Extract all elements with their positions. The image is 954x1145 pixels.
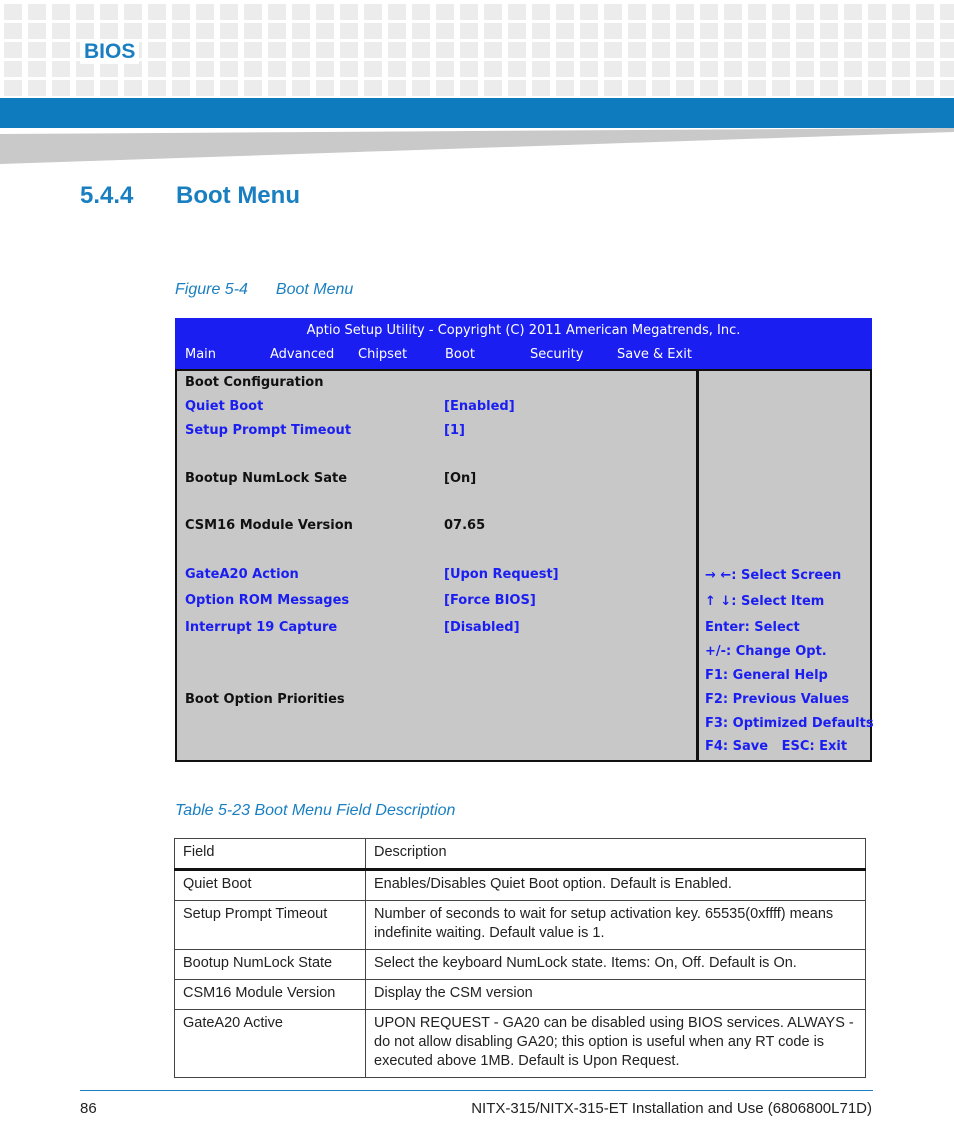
pattern-square [388,80,406,96]
bios-row-label: CSM16 Module Version [185,518,353,533]
pattern-square [916,23,934,39]
pattern-square [172,42,190,58]
pattern-square [676,80,694,96]
pattern-square [868,23,886,39]
pattern-square [196,4,214,20]
pattern-square [412,23,430,39]
bios-header-bar [175,318,872,369]
section-heading [80,182,300,210]
pattern-square [388,23,406,39]
pattern-square [412,80,430,96]
pattern-square [148,80,166,96]
pattern-square [412,42,430,58]
pattern-square [724,80,742,96]
pattern-square [436,42,454,58]
table-cell-field: Quiet Boot [175,870,366,901]
bios-row-value: [Enabled] [444,399,515,414]
pattern-square [220,80,238,96]
pattern-square [796,4,814,20]
pattern-square [748,61,766,77]
table-cell-description: Display the CSM version [366,980,866,1010]
pattern-square [628,61,646,77]
pattern-square [292,80,310,96]
pattern-square [268,42,286,58]
pattern-square [700,42,718,58]
pattern-square [76,23,94,39]
pattern-square [556,23,574,39]
pattern-square [244,80,262,96]
pattern-square [868,4,886,20]
pattern-square [316,61,334,77]
bios-row-value: [Disabled] [444,620,520,635]
pattern-square [4,23,22,39]
table-header-row [175,839,866,870]
pattern-square [412,4,430,20]
pattern-square [652,4,670,20]
pattern-square [844,61,862,77]
pattern-square [580,4,598,20]
pattern-square [100,80,118,96]
pattern-square [52,61,70,77]
pattern-square [796,23,814,39]
pattern-square [532,4,550,20]
pattern-square [364,23,382,39]
pattern-square [796,80,814,96]
bios-row-label: Option ROM Messages [185,593,350,608]
pattern-square [604,23,622,39]
section-title: Boot Menu [176,182,300,209]
pattern-square [508,23,526,39]
pattern-square [220,23,238,39]
pattern-square [484,4,502,20]
pattern-square [220,61,238,77]
figure-label: Figure 5-4 [175,281,248,298]
document-title: NITX-315/NITX-315-ET Installation and Use (6806800L71D) [471,1100,872,1117]
pattern-square [820,42,838,58]
pattern-square [580,23,598,39]
field-description-table [174,838,866,1078]
pattern-square [28,80,46,96]
pattern-square [268,4,286,20]
pattern-square [652,42,670,58]
pattern-square [940,4,954,20]
pattern-square [484,42,502,58]
pattern-square [940,80,954,96]
pattern-square [580,42,598,58]
pattern-square [340,42,358,58]
bios-help-line: F2: Previous Values [705,692,850,707]
bios-tab-save-exit: Save & Exit [617,347,692,362]
bios-row-label: Setup Prompt Timeout [185,423,352,438]
pattern-square [700,80,718,96]
pattern-square [268,80,286,96]
pattern-square [100,23,118,39]
table-caption: Table 5-23 Boot Menu Field Description [175,802,456,819]
table-cell-field: CSM16 Module Version [175,980,366,1010]
bios-screenshot [175,318,872,762]
pattern-square [148,61,166,77]
pattern-square [148,4,166,20]
pattern-square [604,42,622,58]
pattern-square [460,42,478,58]
pattern-square [892,23,910,39]
pattern-square [124,4,142,20]
pattern-square [412,61,430,77]
pattern-square [748,80,766,96]
bios-row-label: GateA20 Action [185,567,299,582]
pattern-square [316,4,334,20]
header-pattern [0,0,954,96]
grey-wedge-shape [0,128,954,164]
pattern-square [436,80,454,96]
pattern-square [460,4,478,20]
pattern-square [436,61,454,77]
bios-tab-advanced: Advanced [270,347,335,362]
pattern-square [652,23,670,39]
pattern-square [4,80,22,96]
pattern-square [28,42,46,58]
pattern-square [604,4,622,20]
pattern-square [148,23,166,39]
pattern-square [196,42,214,58]
pattern-square [172,80,190,96]
table-row [175,980,866,1010]
pattern-square [628,42,646,58]
pattern-square [676,23,694,39]
pattern-square [292,4,310,20]
pattern-square [52,80,70,96]
pattern-square [532,42,550,58]
pattern-square [28,4,46,20]
pattern-square [916,80,934,96]
table-row [175,950,866,980]
pattern-square [892,42,910,58]
pattern-square [844,42,862,58]
pattern-square [196,80,214,96]
pattern-square [532,80,550,96]
pattern-square [460,23,478,39]
pattern-square [700,4,718,20]
pattern-square [100,4,118,20]
pattern-square [796,61,814,77]
pattern-square [316,23,334,39]
section-number: 5.4.4 [80,182,134,209]
pattern-square [748,4,766,20]
pattern-square [484,23,502,39]
pattern-square [244,23,262,39]
pattern-square [772,80,790,96]
table-row [175,901,866,950]
pattern-square [676,61,694,77]
bios-help-line: F3: Optimized Defaults [705,716,874,731]
bios-help-line: → ←: Select Screen [705,568,842,583]
pattern-square [4,61,22,77]
pattern-square [676,4,694,20]
pattern-square [268,61,286,77]
pattern-square [772,23,790,39]
pattern-square [868,61,886,77]
bios-row-value: [Force BIOS] [444,593,536,608]
bios-help-line: F4: Save ESC: Exit [705,739,848,754]
pattern-square [28,61,46,77]
pattern-square [940,42,954,58]
pattern-square [508,61,526,77]
pattern-square [772,42,790,58]
pattern-square [388,4,406,20]
pattern-square [532,23,550,39]
pattern-square [244,4,262,20]
pattern-square [508,4,526,20]
pattern-square [28,23,46,39]
pattern-square [820,61,838,77]
pattern-square [700,61,718,77]
pattern-square [916,4,934,20]
bios-title: Aptio Setup Utility - Copyright (C) 2011 American Megatrends, Inc. [306,323,741,338]
pattern-square [76,4,94,20]
pattern-square [556,4,574,20]
pattern-square [76,80,94,96]
pattern-square [580,80,598,96]
pattern-square [916,42,934,58]
pattern-square [844,23,862,39]
header-grey-band [0,128,954,164]
pattern-square [868,80,886,96]
bios-tab-main: Main [185,347,217,362]
bios-row-value: [1] [444,423,465,438]
pattern-square [532,61,550,77]
pattern-square [508,42,526,58]
pattern-square [820,4,838,20]
pattern-square [676,42,694,58]
pattern-square [316,80,334,96]
pattern-square [844,80,862,96]
pattern-square [268,23,286,39]
table-cell-description: Number of seconds to wait for setup activation key. 65535(0xffff) means indefinite waiting. Default value is 1. [366,901,866,950]
pattern-square [628,23,646,39]
pattern-square [52,4,70,20]
bios-row-label: Bootup NumLock Sate [185,471,348,486]
pattern-square [556,42,574,58]
pattern-square [340,23,358,39]
pattern-square [220,42,238,58]
pattern-square [796,42,814,58]
pattern-square [4,42,22,58]
pattern-square [652,61,670,77]
pattern-square [892,4,910,20]
page-number: 86 [80,1100,97,1117]
figure-caption [175,281,353,299]
pattern-square [172,4,190,20]
pattern-square [388,61,406,77]
footer-rule [80,1090,873,1091]
pattern-square [484,61,502,77]
bios-row-label: Quiet Boot [185,399,264,414]
bios-row-label: Interrupt 19 Capture [185,620,338,635]
table-cell-field: Bootup NumLock State [175,950,366,980]
pattern-square [292,23,310,39]
pattern-square [460,61,478,77]
bios-row-value: 07.65 [444,518,486,533]
bios-row-value: [On] [444,471,477,486]
pattern-square [748,23,766,39]
pattern-square [316,42,334,58]
table-cell-field: GateA20 Active [175,1010,366,1078]
pattern-square [556,80,574,96]
pattern-square [700,23,718,39]
bios-tab-chipset: Chipset [358,347,408,362]
pattern-square [436,4,454,20]
table-cell-description: UPON REQUEST - GA20 can be disabled using BIOS services. ALWAYS - do not allow disabling GA20; this option is useful when any RT code is executed above 1MB. Default is Upon Request. [366,1010,866,1078]
chapter-label: BIOS [80,40,139,64]
bios-row-label: Boot Option Priorities [185,692,345,707]
bios-row-label: Boot Configuration [185,375,324,390]
pattern-square [292,61,310,77]
pattern-square [244,42,262,58]
pattern-square [604,80,622,96]
pattern-square [868,42,886,58]
pattern-square [628,4,646,20]
bios-row-value: [Upon Request] [444,567,559,582]
pattern-square [484,80,502,96]
pattern-square [940,23,954,39]
pattern-square [364,42,382,58]
pattern-square [628,80,646,96]
pattern-square [172,61,190,77]
pattern-square [364,4,382,20]
pattern-square [196,23,214,39]
pattern-square [460,80,478,96]
pattern-square [340,4,358,20]
pattern-square [148,42,166,58]
pattern-square [364,80,382,96]
pattern-square [772,61,790,77]
header-blue-band [0,98,954,128]
bios-help-line: ↑ ↓: Select Item [705,594,825,609]
pattern-square [820,80,838,96]
pattern-square [940,61,954,77]
bios-panel-divider [696,371,699,760]
pattern-square [652,80,670,96]
pattern-square [436,23,454,39]
pattern-square [52,42,70,58]
table-row [175,1010,866,1078]
pattern-square [124,23,142,39]
pattern-square [772,4,790,20]
table-header-cell: Description [366,839,866,870]
pattern-square [820,23,838,39]
pattern-square [220,4,238,20]
pattern-square [580,61,598,77]
table-cell-field: Setup Prompt Timeout [175,901,366,950]
pattern-square [748,42,766,58]
pattern-square [52,23,70,39]
bios-body-panel [175,369,872,762]
bios-tab-security: Security [530,347,584,362]
pattern-square [508,80,526,96]
pattern-square [724,61,742,77]
pattern-square [892,61,910,77]
pattern-square [244,61,262,77]
pattern-square [724,23,742,39]
bios-help-line: F1: General Help [705,668,828,683]
figure-name: Boot Menu [275,281,354,298]
pattern-square [604,61,622,77]
pattern-square [556,61,574,77]
table-header-cell: Field [175,839,366,870]
pattern-square [892,80,910,96]
pattern-square [340,61,358,77]
pattern-square [172,23,190,39]
pattern-square [4,4,22,20]
bios-help-line: Enter: Select [705,620,800,635]
pattern-square [292,42,310,58]
pattern-square [340,80,358,96]
table-cell-description: Enables/Disables Quiet Boot option. Default is Enabled. [366,870,866,901]
pattern-square [388,42,406,58]
pattern-square [724,4,742,20]
pattern-square [916,61,934,77]
bios-help-line: +/-: Change Opt. [705,644,827,659]
pattern-square [124,80,142,96]
pattern-square [724,42,742,58]
table-row [175,870,866,901]
bios-tab-boot: Boot [445,347,475,362]
pattern-square [844,4,862,20]
pattern-square [364,61,382,77]
pattern-square [196,61,214,77]
table-cell-description: Select the keyboard NumLock state. Items: On, Off. Default is On. [366,950,866,980]
